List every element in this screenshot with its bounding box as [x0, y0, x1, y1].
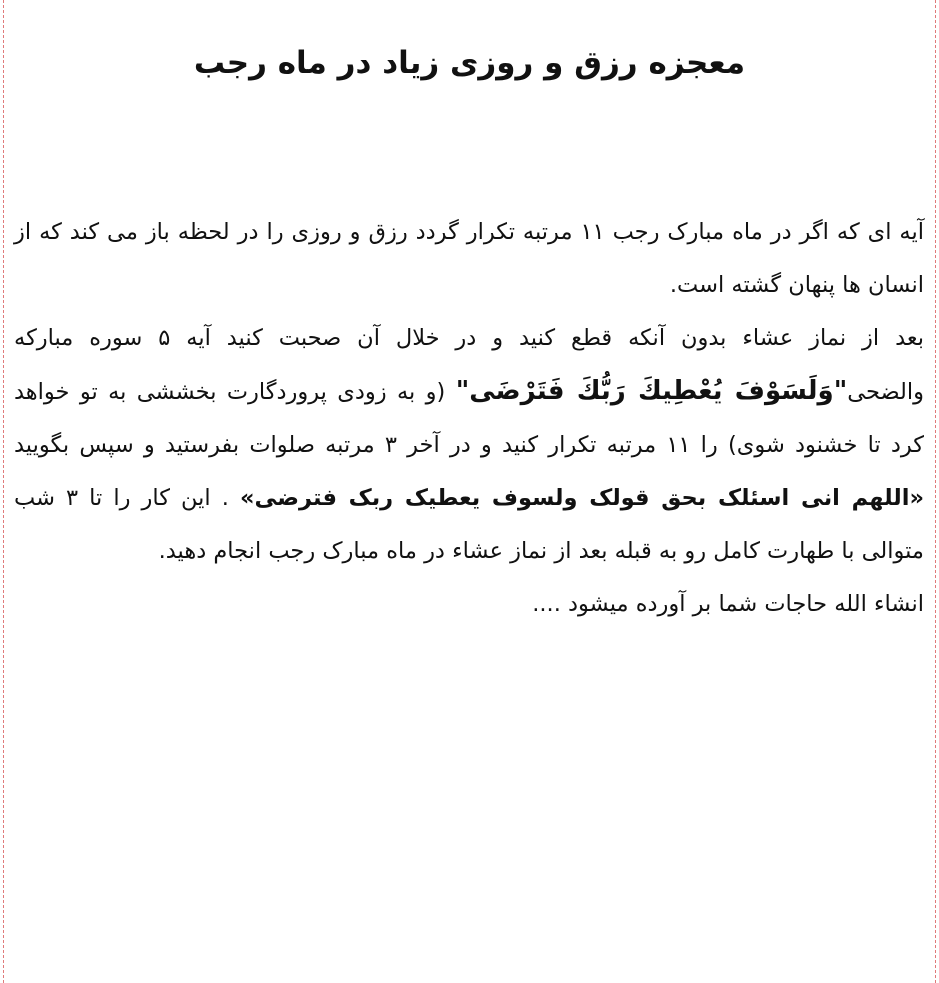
right-margin-line	[935, 0, 936, 983]
document-title: معجزه رزق و روزی زیاد در ماه رجب	[193, 45, 746, 81]
quranic-verse: "وَلَسَوْفَ يُعْطِيكَ رَبُّكَ فَتَرْضَى"	[455, 376, 848, 406]
instructions-text-start: بعد از نماز عشاء بدون آنکه قطع کنید و در خلال آن صحبت کنید آیه ۵ سوره مبارکه والضحی	[14, 325, 925, 405]
document-body	[14, 206, 924, 631]
instructions-text-middle: (و به زودی پروردگارت بخششی به تو خواهد کرد تا خشنود شوی) را ۱۱ مرتبه تکرار کنید و در آخر ۳ مرتبه صلوات بفرستید و سپس بگویید	[14, 379, 924, 458]
paragraph-intro: آیه ای که اگر در ماه مبارک رجب ۱۱ مرتبه تکرار گردد رزق و روزی را در لحظه باز می کند که از انسان ها پنهان گشته است.	[14, 219, 925, 298]
left-margin-line	[3, 0, 4, 983]
supplication-text: «اللهم انی اسئلک بحق قولک ولسوف یعطیک ربک فترضی»	[239, 485, 924, 511]
paragraph-instructions	[14, 312, 924, 578]
instructions-text-end: . این کار را تا ۳ شب متوالی با طهارت کامل رو به قبله بعد از نماز عشاء در ماه مبارک رجب انجام دهید.	[14, 485, 924, 564]
paragraph-closing: انشاء الله حاجات شما بر آورده میشود ....	[532, 591, 924, 617]
